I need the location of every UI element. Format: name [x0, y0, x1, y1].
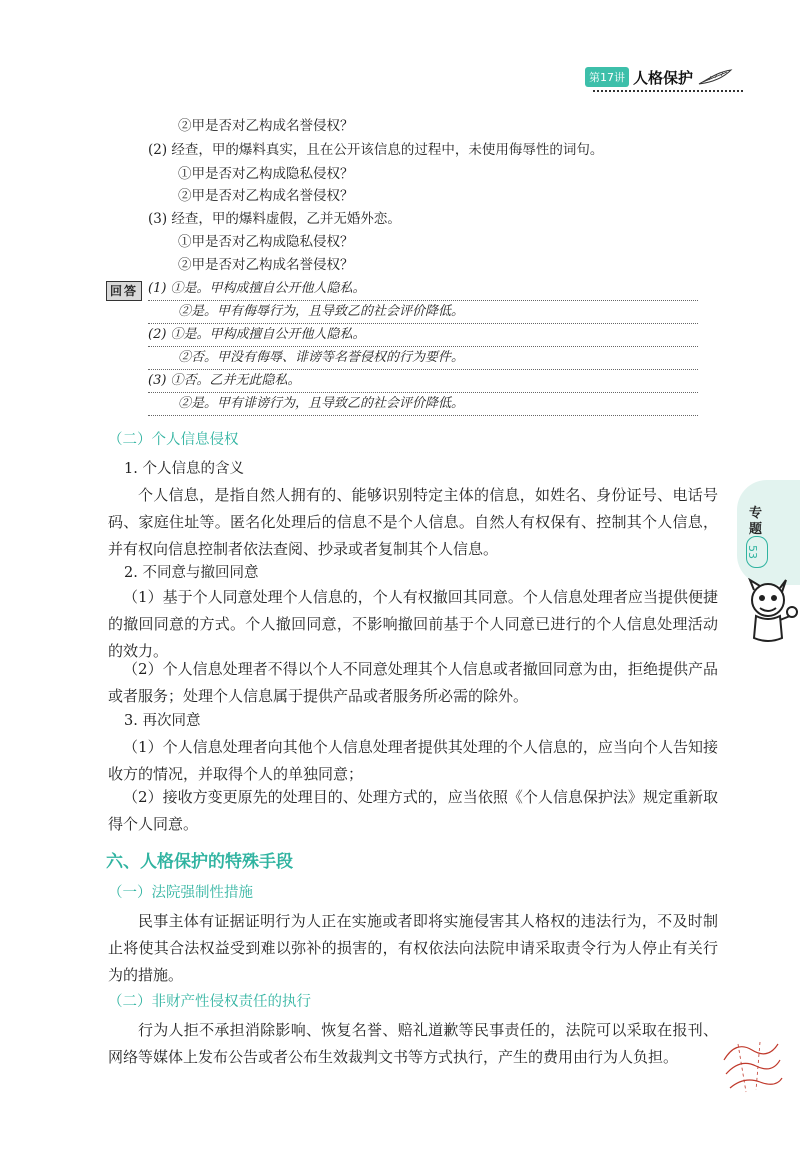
subheading-3: 3. 再次同意: [124, 713, 201, 729]
paragraph-withdraw-1: （1）基于个人同意处理个人信息的，个人有权撤回其同意。个人信息处理者应当提供便捷的撤回同意的方式。个人撤回同意，不影响撤回前基于个人同意已进行的个人信息处理活动的效力。: [108, 588, 718, 660]
answer-badge: 回答: [106, 281, 142, 301]
answer-line: ②是。甲有诽谤行为，且导致乙的社会评价降低。: [148, 393, 698, 416]
q3-sub2: ②甲是否对乙构成名誉侵权？: [178, 257, 354, 273]
question-2: (2) 经查，甲的爆料真实，且在公开该信息的过程中，未使用侮辱性的词句。: [148, 142, 604, 158]
tab-number: 53: [746, 536, 768, 568]
answer-line: ②是。甲有侮辱行为，且导致乙的社会评价降低。: [148, 301, 698, 324]
header-divider: [593, 90, 743, 92]
tab-label-2: 题: [749, 522, 763, 537]
subsection-enforcement: （二）非财产性侵权责任的执行: [108, 994, 311, 1010]
q2-sub1: ①甲是否对乙构成隐私侵权？: [178, 166, 354, 182]
tab-label-1: 专: [749, 506, 763, 521]
answer-line: (3) ①否。乙并无此隐私。: [148, 370, 698, 393]
lecture-badge: 第17讲: [585, 67, 629, 87]
q3-sub1: ①甲是否对乙构成隐私侵权？: [178, 234, 354, 250]
section-heading-6: 六、人格保护的特殊手段: [106, 852, 293, 872]
answer-line: (2) ①是。甲构成擅自公开他人隐私。: [148, 324, 698, 347]
paragraph-definition: 个人信息，是指自然人拥有的、能够识别特定主体的信息，如姓名、身份证号、电话号码、家庭住址等。匿名化处理后的信息不是个人信息。自然人有权保有、控制其个人信息，并有权向信息控制者依法查阅、抄录或者复制其个人信息。: [108, 486, 718, 558]
answer-line: (1) ①是。甲构成擅自公开他人隐私。: [148, 278, 698, 301]
page-header: [585, 66, 733, 88]
paragraph-enforcement: 行为人拒不承担消除影响、恢复名誉、赔礼道歉等民事责任的，法院可以采取在报刊、网络等媒体上发布公告或者公布生效裁判文书等方式执行，产生的费用由行为人负担。: [108, 1021, 718, 1066]
section-heading-personal-info: （二）个人信息侵权: [108, 432, 239, 448]
question-3: (3) 经查，甲的爆料虚假，乙并无婚外恋。: [148, 211, 401, 227]
paragraph-reconsent-1: （1）个人信息处理者向其他个人信息处理者提供其处理的个人信息的，应当向个人告知接收方的情况，并取得个人的单独同意；: [108, 738, 718, 783]
cat-mascot-icon: [740, 578, 798, 644]
decorative-sketch-icon: [716, 1030, 786, 1100]
subsection-court-measures: （一）法院强制性措施: [108, 885, 253, 901]
q1-sub2: ②甲是否对乙构成名誉侵权？: [178, 118, 354, 134]
lecture-title: 人格保护: [633, 68, 694, 87]
subheading-1: 1. 个人信息的含义: [124, 461, 244, 477]
paragraph-court-measures: 民事主体有证据证明行为人正在实施或者即将实施侵害其人格权的违法行为，不及时制止将使其合法权益受到难以弥补的损害的，有权依法向法院申请采取责令行为人停止有关行为的措施。: [108, 912, 718, 984]
paragraph-reconsent-2: （2）接收方变更原先的处理目的、处理方式的，应当依照《个人信息保护法》规定重新取得个人同意。: [108, 788, 718, 833]
q2-sub2: ②甲是否对乙构成名誉侵权？: [178, 188, 354, 204]
feather-icon: [697, 68, 733, 86]
answer-line: ②否。甲没有侮辱、诽谤等名誉侵权的行为要件。: [148, 347, 698, 370]
subheading-2: 2. 不同意与撤回同意: [124, 565, 259, 581]
side-chapter-tab: [737, 480, 800, 585]
paragraph-withdraw-2: （2）个人信息处理者不得以个人不同意处理其个人信息或者撤回同意为由，拒绝提供产品或者服务；处理个人信息属于提供产品或者服务所必需的除外。: [108, 660, 718, 705]
